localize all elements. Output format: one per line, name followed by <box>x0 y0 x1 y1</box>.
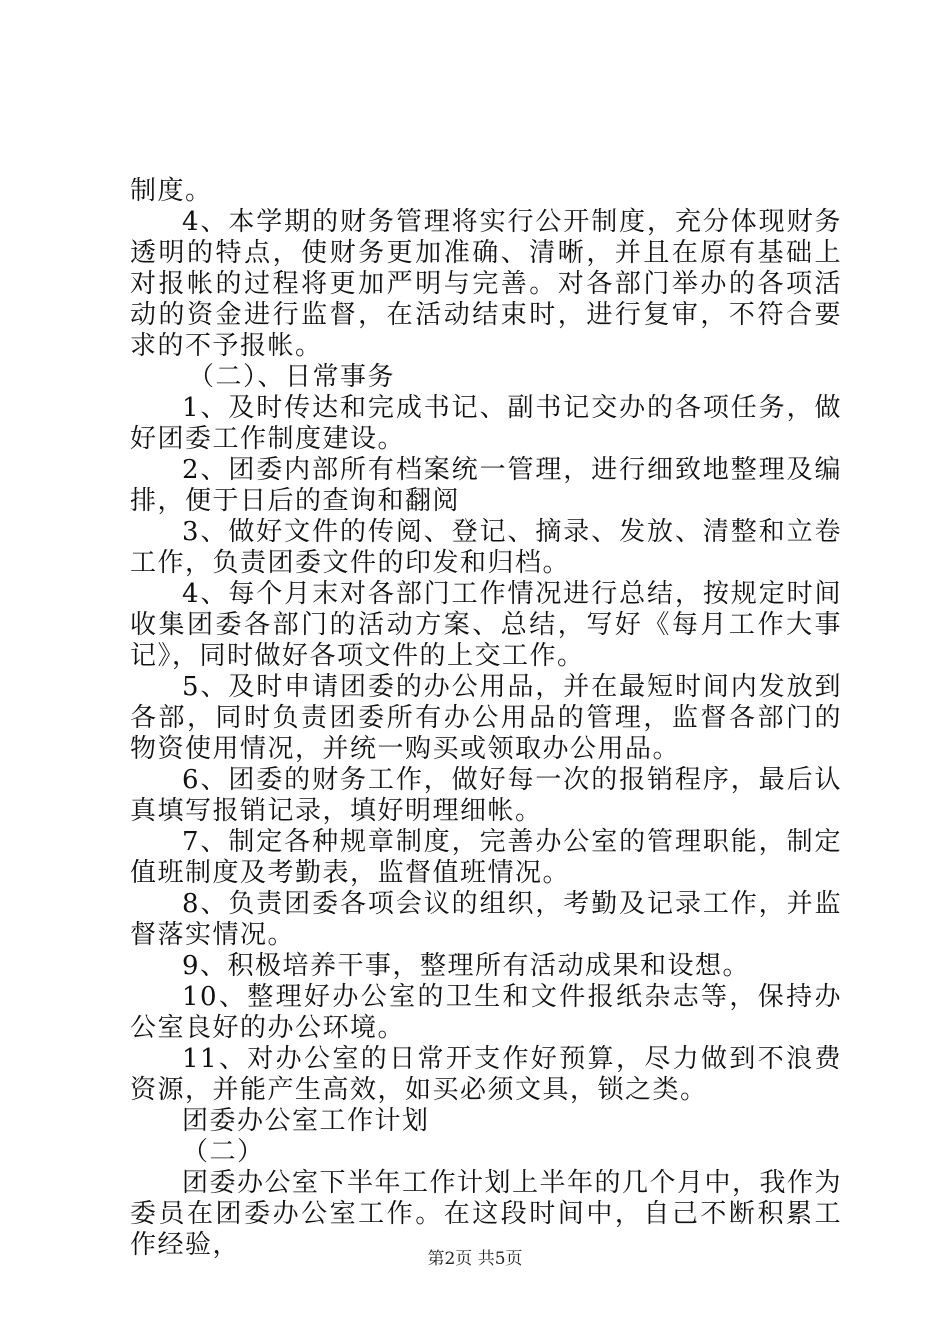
paragraph-intro: 团委办公室下半年工作计划上半年的几个月中，我作为委员在团委办公室工作。在这段时间中，自己不断积累工作经验， <box>130 1168 843 1260</box>
paragraph-item-9: 9、积极培养干事，整理所有活动成果和设想。 <box>182 951 751 981</box>
body-text <box>130 176 842 1261</box>
paragraph-item-4: 4、每个月末对各部门工作情况进行总结，按规定时间收集团委各部门的活动方案、总结，写好《每月工作大事记》，同时做好各项文件的上交工作。 <box>130 579 842 671</box>
page-footer: 第2页 共5页 <box>427 1249 523 1269</box>
paragraph-item-11: 11、对办公室的日常开支作好预算，尽力做到不浪费资源，并能产生高效，如买必须文具，锁之类。 <box>130 1044 842 1105</box>
paragraph-item-5: 5、及时申请团委的办公用品，并在最短时间内发放到各部，同时负责团委所有办公用品的管理，监督各部门的物资使用情况，并统一购买或领取办公用品。 <box>130 672 842 764</box>
paragraph-item-10: 10、整理好办公室的卫生和文件报纸杂志等，保持办公室良好的办公环境。 <box>130 982 842 1043</box>
section-number: （二） <box>182 1137 265 1167</box>
paragraph-continuation: 制度。 <box>130 176 213 206</box>
paragraph-item-4-finance: 4、本学期的财务管理将实行公开制度，充分体现财务透明的特点，使财务更加准确、清晰，并且在原有基础上对报帐的过程将更加严明与完善。对各部门举办的各项活动的资金进行监督，在活动结束时，进行复审，不符合要求的不予报帐。 <box>130 207 842 361</box>
paragraph-item-3: 3、做好文件的传阅、登记、摘录、发放、清整和立卷工作，负责团委文件的印发和归档。 <box>130 517 842 578</box>
paragraph-item-7: 7、制定各种规章制度，完善办公室的管理职能，制定值班制度及考勤表，监督值班情况。 <box>130 827 842 888</box>
paragraph-item-2: 2、团委内部所有档案统一管理，进行细致地整理及编排，便于日后的查询和翻阅 <box>130 455 842 516</box>
document-title: 团委办公室工作计划 <box>182 1106 430 1136</box>
paragraph-item-6: 6、团委的财务工作，做好每一次的报销程序，最后认真填写报销记录，填好明理细帐。 <box>130 765 842 826</box>
paragraph-item-8: 8、负责团委各项会议的组织，考勤及记录工作，并监督落实情况。 <box>130 889 842 950</box>
paragraph-item-1: 1、及时传达和完成书记、副书记交办的各项任务，做好团委工作制度建设。 <box>130 393 842 454</box>
section-heading-daily-affairs: （二）、日常事务 <box>188 362 396 392</box>
